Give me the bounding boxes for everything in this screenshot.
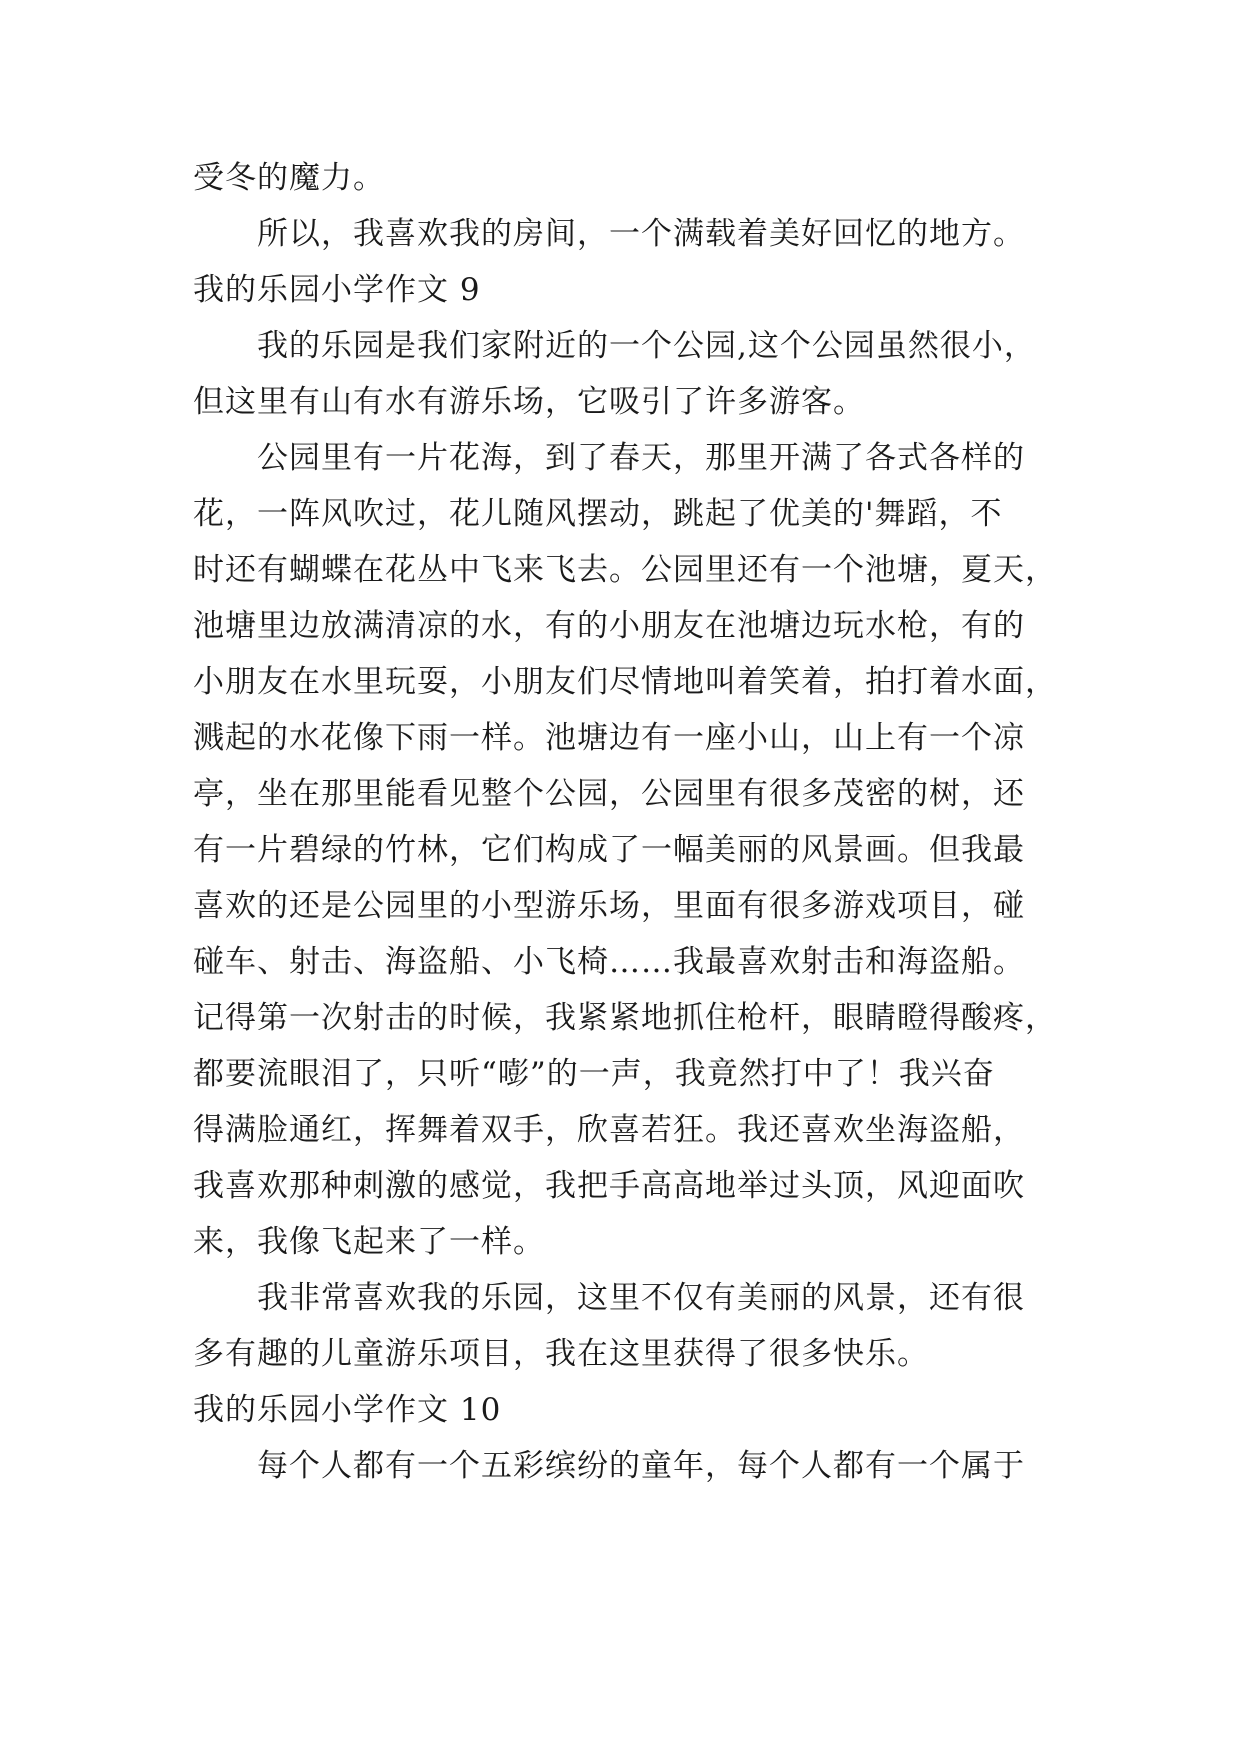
paragraph-line: 花，一阵风吹过，花儿随风摆动，跳起了优美的'舞蹈，不 [193, 496, 1003, 532]
paragraph-first-line: 每个人都有一个五彩缤纷的童年，每个人都有一个属于 [257, 1448, 1025, 1484]
paragraph-line: 多有趣的儿童游乐项目，我在这里获得了很多快乐。 [193, 1336, 929, 1372]
essay-heading: 我的乐园小学作文 9 [193, 272, 481, 308]
paragraph-line: 但这里有山有水有游乐场，它吸引了许多游客。 [193, 384, 865, 420]
paragraph-line: 有一片碧绿的竹林，它们构成了一幅美丽的风景画。但我最 [193, 832, 1025, 868]
document-page [193, 150, 1073, 1494]
paragraph-line: 得满脸通红，挥舞着双手，欣喜若狂。我还喜欢坐海盗船， [193, 1112, 1025, 1148]
paragraph-first-line: 我非常喜欢我的乐园，这里不仅有美丽的风景，还有很 [257, 1280, 1025, 1316]
paragraph-line: 时还有蝴蝶在花丛中飞来飞去。公园里还有一个池塘，夏天， [193, 552, 1057, 588]
paragraph-line: 喜欢的还是公园里的小型游乐场，里面有很多游戏项目，碰 [193, 888, 1025, 924]
paragraph-line: 都要流眼泪了，只听“嘭”的一声，我竟然打中了！我兴奋 [193, 1056, 995, 1092]
paragraph-first-line: 所以，我喜欢我的房间，一个满载着美好回忆的地方。 [257, 216, 1025, 252]
paragraph-first-line: 公园里有一片花海，到了春天，那里开满了各式各样的 [257, 440, 1025, 476]
paragraph-line: 亭，坐在那里能看见整个公园，公园里有很多茂密的树，还 [193, 776, 1025, 812]
paragraph-line: 小朋友在水里玩耍，小朋友们尽情地叫着笑着，拍打着水面， [193, 664, 1057, 700]
paragraph-first-line: 我的乐园是我们家附近的一个公园,这个公园虽然很小， [257, 328, 1036, 364]
essay-heading: 我的乐园小学作文 10 [193, 1392, 502, 1428]
paragraph-line: 记得第一次射击的时候，我紧紧地抓住枪杆，眼睛瞪得酸疼， [193, 1000, 1057, 1036]
paragraph-line: 池塘里边放满清凉的水，有的小朋友在池塘边玩水枪，有的 [193, 608, 1025, 644]
paragraph-line: 我喜欢那种刺激的感觉，我把手高高地举过头顶，风迎面吹 [193, 1168, 1025, 1204]
paragraph-line: 来，我像飞起来了一样。 [193, 1224, 545, 1260]
paragraph-line: 碰车、射击、海盗船、小飞椅……我最喜欢射击和海盗船。 [193, 944, 1025, 980]
paragraph-line: 受冬的魔力。 [193, 160, 385, 196]
paragraph-line: 溅起的水花像下雨一样。池塘边有一座小山，山上有一个凉 [193, 720, 1025, 756]
